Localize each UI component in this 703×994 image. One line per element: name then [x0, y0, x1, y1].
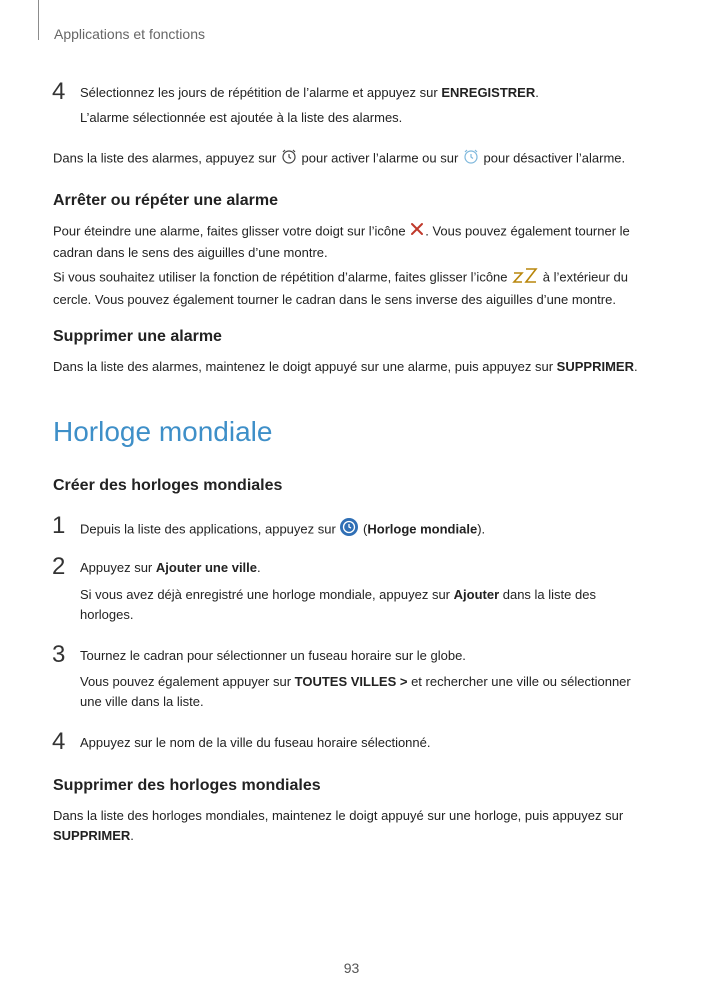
- close-x-icon: [409, 221, 425, 243]
- page-header-title: Applications et fonctions: [54, 26, 205, 42]
- step-text-part: .: [257, 560, 261, 575]
- step-text-part: ).: [477, 521, 486, 537]
- paragraph-part: Pour éteindre une alarme, faites glisser votre doigt sur l’icône: [53, 223, 410, 239]
- paragraph-part: Dans la liste des alarmes, maintenez le doigt appuyé sur une alarme, puis appuyez sur: [53, 359, 557, 374]
- step-text-part: (: [359, 521, 368, 537]
- paragraph-part: Dans la liste des alarmes, appuyez sur: [53, 150, 280, 166]
- alarm-toggle-paragraph: [53, 148, 625, 170]
- step-note-bold: Ajouter: [453, 587, 500, 602]
- alarm-clock-off-icon: [462, 148, 480, 170]
- alarm-clock-icon: [280, 148, 298, 170]
- world-clock-app-icon: [339, 517, 359, 543]
- snooze-zz-icon: [511, 266, 539, 290]
- delete-world-clock-paragraph: [53, 806, 653, 846]
- step-text: Appuyez sur le nom de la ville du fuseau horaire sélectionné.: [80, 735, 431, 750]
- step-text: [80, 558, 261, 578]
- paragraph-part: Si vous souhaitez utiliser la fonction de répétition d’alarme, faites glisser l’icône: [53, 269, 512, 285]
- delete-alarm-paragraph: [53, 357, 638, 377]
- paragraph-bold: SUPPRIMER: [556, 359, 634, 374]
- stop-paragraph: [53, 221, 653, 263]
- subheading-stop-repeat: Arrêter ou répéter une alarme: [53, 192, 278, 209]
- step-note-part: et rechercher une ville ou sélectionner une ville dans la liste.: [80, 674, 631, 709]
- step-text: [80, 517, 485, 543]
- step-number: 4: [52, 728, 66, 755]
- step-number: 2: [52, 553, 66, 580]
- step-text-part: Sélectionnez les jours de répétition de l’alarme et appuyez sur: [80, 85, 442, 100]
- paragraph-part: .: [130, 828, 134, 843]
- step-number: 3: [52, 641, 66, 668]
- step-text-part: .: [535, 85, 539, 100]
- step-text-part: Appuyez sur: [80, 560, 156, 575]
- section-title-world-clock: Horloge mondiale: [53, 416, 273, 447]
- page-number: 93: [343, 960, 360, 976]
- paragraph-bold: SUPPRIMER: [53, 828, 131, 843]
- step-note: [80, 585, 625, 625]
- paragraph-part: pour désactiver l’alarme.: [479, 150, 626, 166]
- step-text: Tournez le cadran pour sélectionner un fuseau horaire sur le globe.: [80, 648, 466, 663]
- step-text: [80, 83, 539, 103]
- step-note-bold: TOUTES VILLES >: [294, 674, 408, 689]
- paragraph-part: pour activer l’alarme ou sur: [297, 150, 462, 166]
- paragraph-part: à l’extérieur du cercle. Vous pouvez également tourner le cadran dans le sens inverse des aiguilles d’une montre.: [53, 269, 629, 307]
- step-note-part: dans la liste des horloges.: [80, 587, 596, 622]
- step-text-bold: Horloge mondiale: [367, 521, 478, 537]
- paragraph-part: .: [633, 359, 638, 374]
- step-note-part: Vous pouvez également appuyer sur: [80, 674, 295, 689]
- snooze-paragraph: [53, 266, 653, 310]
- step-text-part: Depuis la liste des applications, appuyez sur: [80, 521, 340, 537]
- subheading-create-world-clocks: Créer des horloges mondiales: [53, 477, 283, 494]
- step-note-part: Si vous avez déjà enregistré une horloge mondiale, appuyez sur: [80, 587, 454, 602]
- step-text-bold: Ajouter une ville: [155, 560, 258, 575]
- step-note: [80, 672, 645, 712]
- step-number: 1: [52, 512, 66, 539]
- paragraph-part: . Vous pouvez également tourner le cadran dans le sens des aiguilles d’une montre.: [53, 223, 630, 260]
- paragraph-part: Dans la liste des horloges mondiales, maintenez le doigt appuyé sur une horloge, puis appuyez sur: [53, 808, 624, 823]
- step-text-bold: ENREGISTRER: [441, 85, 536, 100]
- step-note: L’alarme sélectionnée est ajoutée à la liste des alarmes.: [80, 110, 403, 125]
- step-number: 4: [52, 78, 66, 105]
- subheading-delete-world-clocks: Supprimer des horloges mondiales: [53, 777, 321, 794]
- subheading-delete-alarm: Supprimer une alarme: [53, 328, 222, 345]
- header-divider: [38, 0, 39, 40]
